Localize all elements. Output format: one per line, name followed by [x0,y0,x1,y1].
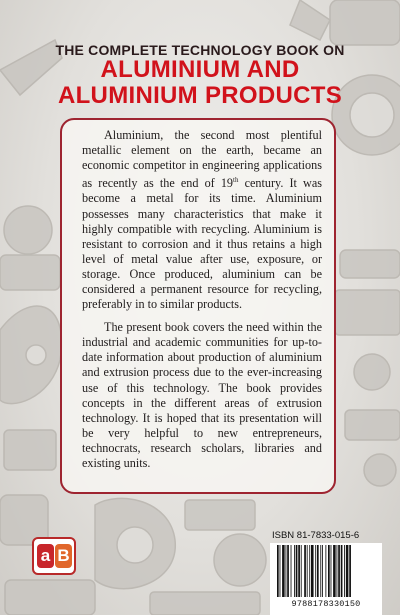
publisher-logo-letter-a: a [37,544,54,568]
barcode-bar [280,545,281,597]
barcode-bar [296,545,298,597]
barcode-bar [317,545,319,597]
book-supertitle: THE COMPLETE TECHNOLOGY BOOK ON [55,42,345,58]
barcode-bar [307,545,308,597]
barcode-bar [298,545,300,597]
barcode-bar [309,545,310,597]
barcode-bar [328,545,330,597]
book-title-line-2: ALUMINIUM PRODUCTS [57,82,343,109]
barcode-bar [304,545,306,597]
barcode-bar [322,545,323,597]
barcode-bar [344,545,345,597]
barcode-bar [286,545,287,597]
barcode-bar [333,545,336,597]
book-description [82,128,322,479]
isbn-label: ISBN 81-7833-015-6 [272,530,360,541]
description-paragraph-2: The present book covers the need within the industrial and academic communities for up-to-date information about production of aluminium and extrusion process due to the ever-increasing use of this technology. The book provides concepts in the different areas of extrusion technology. It is hoped that its presentation will be very helpful to new entrepreneurs, technocrats, research scholars, libraries and existing units. [82,320,322,471]
barcode-bar [277,545,279,597]
publisher-logo-letter-b: B [55,544,72,568]
barcode-bar [282,545,285,597]
barcode-bar [287,545,289,597]
barcode-bar [331,545,332,597]
barcode-bar [301,545,302,597]
barcode-bar [320,545,321,597]
barcode-bar [325,545,326,597]
book-title-line-1: ALUMINIUM AND [100,56,300,83]
barcode-bar [346,545,349,597]
barcode-number: 9788178330150 [291,599,361,609]
description-paragraph-1: Aluminium, the second most plentiful metallic element on the earth, became an economic competitor in engineering applications as recently as the end of 19th century. It was become a metal for its time. Aluminium possesses many characteristics that make it highly compatible with recycling. Aluminium is resistant to corrosion and it thus retains a high level of metal value after use, exposure, or storage. Once produced, aluminium can be considered a permanent resource for recycling, preferably in to similar products. [82,128,322,312]
barcode-bar [311,545,314,597]
barcode [270,543,382,615]
barcode-bar [294,545,295,597]
barcode-bar [291,545,292,597]
barcode-bar [341,545,343,597]
barcode-bar [338,545,340,597]
publisher-logo [32,537,76,575]
barcode-bar [337,545,338,597]
barcode-bar [315,545,316,597]
barcode-bar [349,545,351,597]
barcode-bars [276,545,376,597]
